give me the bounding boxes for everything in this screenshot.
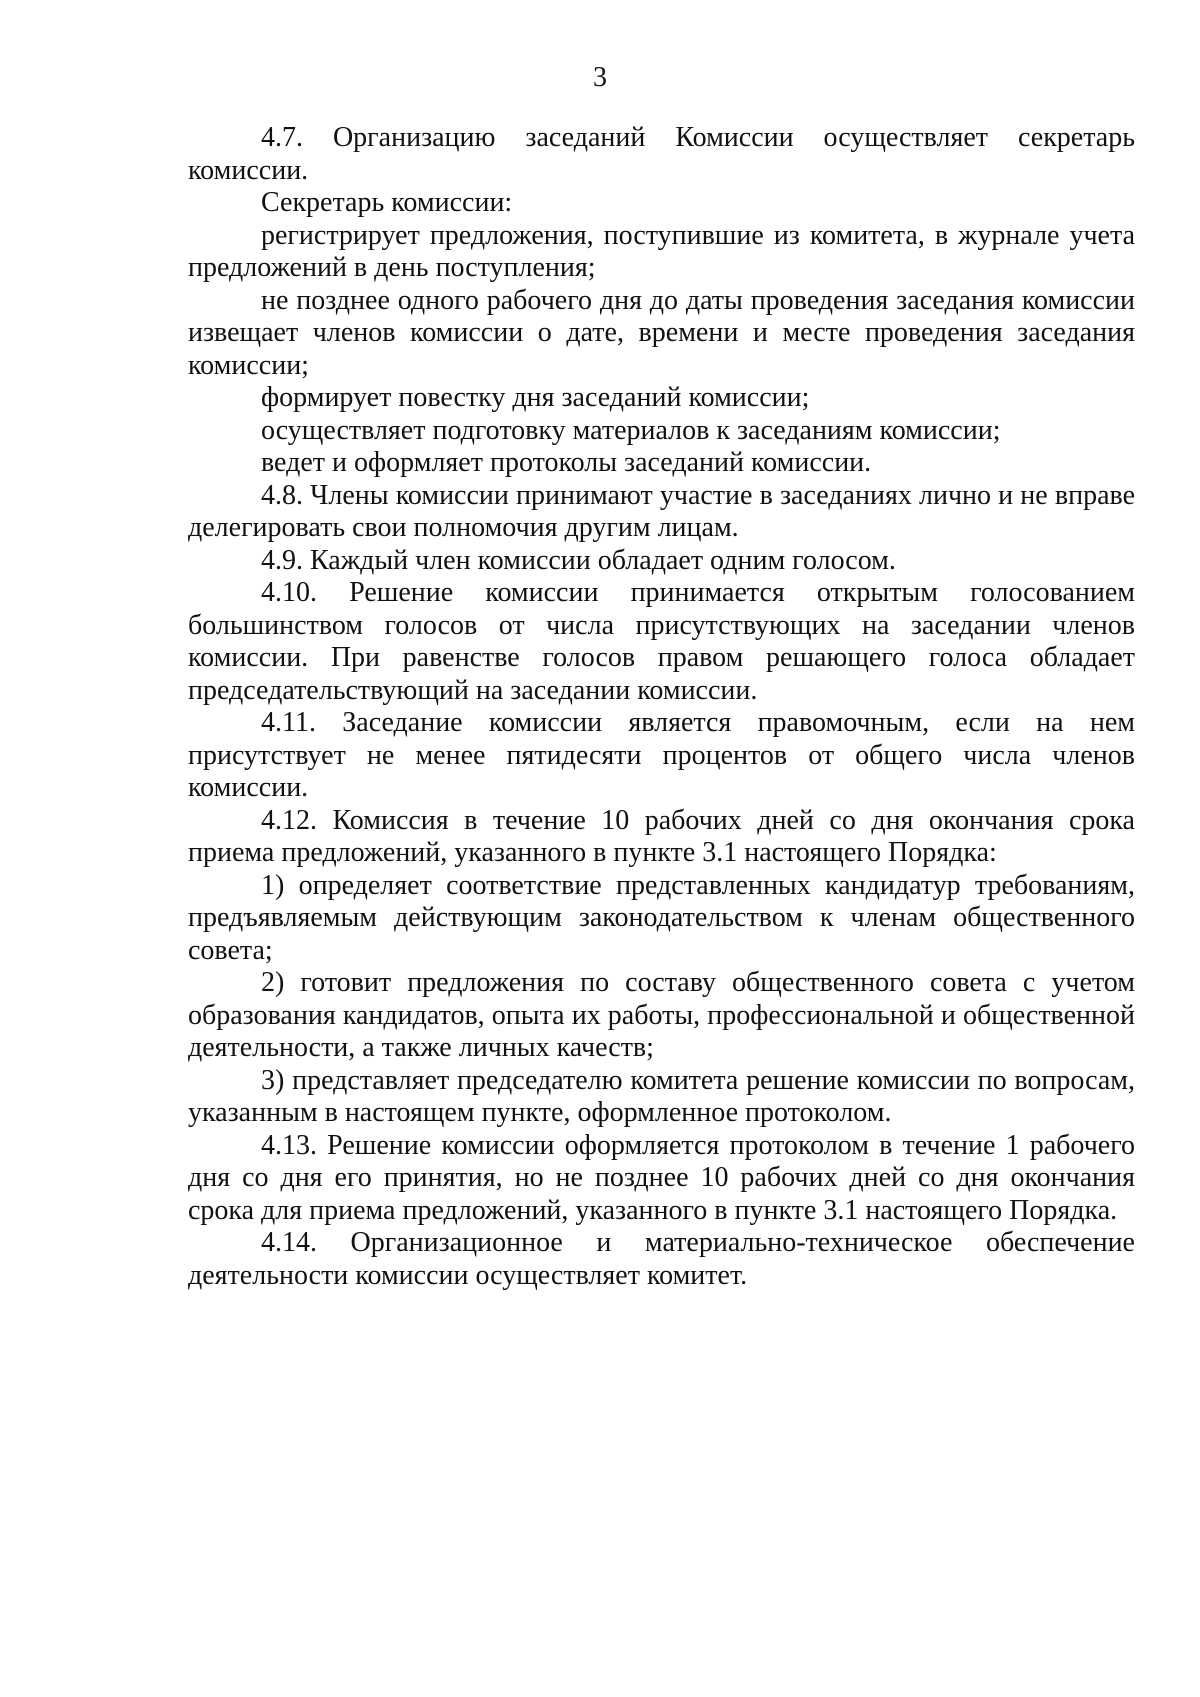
paragraph-4-8: 4.8. Члены комиссии принимают участие в заседаниях лично и не вправе делегировать свои полномочия другим лицам. xyxy=(188,479,1135,543)
paragraph-4-12-item-2: 2) готовит предложения по составу общественного совета с учетом образования кандидатов, опыта их работы, профессиональной и общественной деятельности, а также личных качеств; xyxy=(188,967,1135,1063)
paragraph-secretary-duty-notify: не позднее одного рабочего дня до даты проведения заседания комиссии извещает членов комиссии о дате, времени и месте проведения заседания комиссии; xyxy=(188,284,1135,381)
page-number: 3 xyxy=(593,62,607,93)
paragraph-secretary-duty-protocols: ведет и оформляет протоколы заседаний комиссии. xyxy=(261,447,872,478)
paragraph-4-13: 4.13. Решение комиссии оформляется протоколом в течение 1 рабочего дня со дня его принятия, но не позднее 10 рабочих дней со дня окончания срока для приема предложений, указанного в пункте 3.1 настоящего Порядка. xyxy=(188,1129,1135,1226)
paragraph-secretary-duty-register: регистрирует предложения, поступившие из комитета, в журнале учета предложений в день поступления; xyxy=(188,219,1135,283)
paragraph-4-10: 4.10. Решение комиссии принимается открытым голосованием большинством голосов от числа присутствующих на заседании членов комиссии. При равенстве голосов правом решающего голоса обладает председательствующий на заседании комиссии. xyxy=(188,577,1135,706)
document-body xyxy=(188,122,1135,1292)
paragraph-4-12-item-3: 3) представляет председателю комитета решение комиссии по вопросам, указанным в настоящем пункте, оформленное протоколом. xyxy=(188,1064,1135,1128)
paragraph-4-11: 4.11. Заседание комиссии является правомочным, если на нем присутствует не менее пятидесяти процентов от общего числа членов комиссии. xyxy=(188,707,1135,803)
paragraph-secretary-duty-agenda: формирует повестку дня заседаний комиссии; xyxy=(261,382,810,413)
paragraph-secretary-intro: Секретарь комиссии: xyxy=(261,187,513,218)
paragraph-secretary-duty-materials: осуществляет подготовку материалов к заседаниям комиссии; xyxy=(261,414,1001,446)
paragraph-4-9: 4.9. Каждый член комиссии обладает одним голосом. xyxy=(261,544,896,576)
paragraph-4-7: 4.7. Организацию заседаний Комиссии осуществляет секретарь комиссии. xyxy=(188,122,1135,186)
paragraph-4-14: 4.14. Организационное и материально-техническое обеспечение деятельности комиссии осуществляет комитет. xyxy=(188,1227,1135,1291)
paragraph-4-12: 4.12. Комиссия в течение 10 рабочих дней со дня окончания срока приема предложений, указанного в пункте 3.1 настоящего Порядка: xyxy=(188,804,1135,868)
paragraph-4-12-item-1: 1) определяет соответствие представленных кандидатур требованиям, предъявляемым действующим законодательством к членам общественного совета; xyxy=(188,869,1135,966)
